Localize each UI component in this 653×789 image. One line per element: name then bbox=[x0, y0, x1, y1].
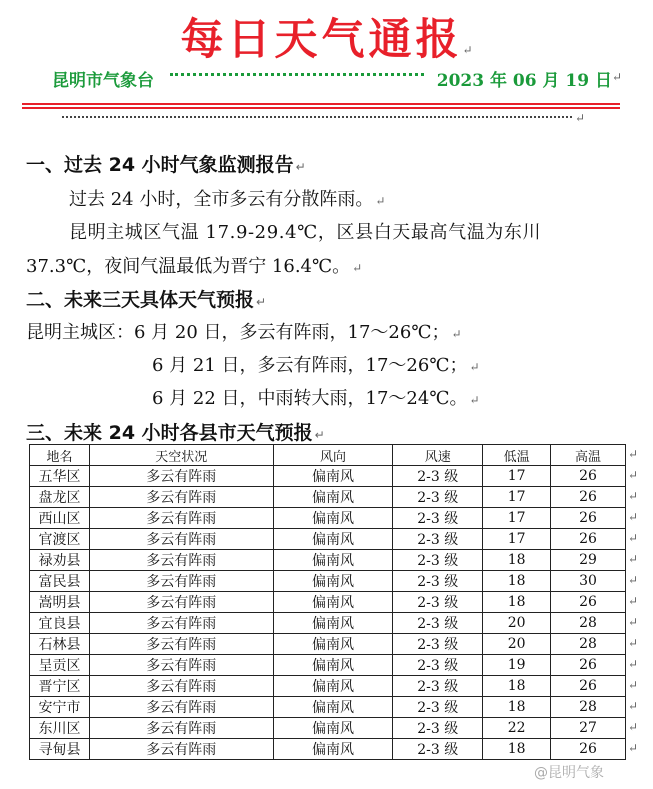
table-cell: 偏南风 bbox=[273, 529, 393, 550]
table-cell: 西山区 bbox=[30, 508, 90, 529]
table-cell: 19 bbox=[483, 655, 551, 676]
table-cell: 2-3 级 bbox=[393, 487, 483, 508]
table-cell: 17 bbox=[483, 508, 551, 529]
table-cell: 多云有阵雨 bbox=[89, 697, 273, 718]
table-cell: 2-3 级 bbox=[393, 634, 483, 655]
section2-heading bbox=[26, 285, 266, 312]
table-cell: 28 bbox=[551, 697, 626, 718]
forecast-line-3 bbox=[152, 384, 480, 410]
issuer-org: 昆明市气象台 bbox=[52, 71, 154, 91]
bulletin-title-text: 每日天气通报 bbox=[180, 15, 463, 65]
row-end-mark-icon: ↵ bbox=[628, 531, 639, 545]
table-cell: 22 bbox=[483, 718, 551, 739]
table-cell: 2-3 级 bbox=[393, 697, 483, 718]
table-cell: 2-3 级 bbox=[393, 592, 483, 613]
table-cell: 安宁市 bbox=[30, 697, 90, 718]
table-cell: 东川区 bbox=[30, 718, 90, 739]
table-row bbox=[30, 655, 626, 676]
table-cell: 18 bbox=[483, 592, 551, 613]
table-cell: 晋宁区 bbox=[30, 676, 90, 697]
table-cell: 2-3 级 bbox=[393, 676, 483, 697]
table-cell: 偏南风 bbox=[273, 613, 393, 634]
header-rule-top bbox=[22, 103, 620, 105]
table-row bbox=[30, 550, 626, 571]
row-end-mark-icon: ↵ bbox=[628, 489, 639, 503]
section3-heading-text: 三、未来 24 小时各县市天气预报 bbox=[26, 422, 313, 444]
row-end-mark-icon: ↵ bbox=[628, 699, 639, 713]
column-header: 地名 bbox=[30, 445, 90, 466]
column-header: 高温 bbox=[551, 445, 626, 466]
table-cell: 多云有阵雨 bbox=[89, 529, 273, 550]
table-cell: 26 bbox=[551, 466, 626, 487]
table-cell: 18 bbox=[483, 739, 551, 760]
table-cell: 多云有阵雨 bbox=[89, 718, 273, 739]
row-end-mark-icon: ↵ bbox=[628, 594, 639, 608]
table-cell: 2-3 级 bbox=[393, 613, 483, 634]
paragraph-mark-icon: ↵ bbox=[352, 261, 363, 275]
bulletin-title bbox=[0, 6, 653, 67]
row-end-mark-icon: ↵ bbox=[628, 615, 639, 629]
issue-date: 2023 年 06 月 19 日 bbox=[436, 71, 612, 91]
table-row bbox=[30, 739, 626, 760]
row-end-mark-icon: ↵ bbox=[628, 657, 639, 671]
county-forecast-table bbox=[29, 444, 626, 760]
row-end-mark-icon: ↵ bbox=[628, 720, 639, 734]
column-header: 风速 bbox=[393, 445, 483, 466]
table-cell: 2-3 级 bbox=[393, 466, 483, 487]
paragraph-mark-icon: ↵ bbox=[256, 295, 267, 309]
section1-para2-line1: 昆明主城区气温 17.9-29.4℃，区县白天最高气温为东川 bbox=[69, 222, 542, 243]
dotted-separator bbox=[62, 116, 572, 118]
table-cell: 20 bbox=[483, 613, 551, 634]
row-end-mark-icon: ↵ bbox=[628, 468, 639, 482]
table-cell: 18 bbox=[483, 550, 551, 571]
row-end-mark-icon: ↵ bbox=[628, 636, 639, 650]
paragraph-mark-icon: ↵ bbox=[314, 428, 325, 442]
forecast-line-2 bbox=[152, 351, 480, 377]
table-cell: 17 bbox=[483, 466, 551, 487]
table-cell: 寻甸县 bbox=[30, 739, 90, 760]
section1-heading-text: 一、过去 24 小时气象监测报告 bbox=[26, 154, 294, 176]
table-cell: 多云有阵雨 bbox=[89, 487, 273, 508]
table-cell: 盘龙区 bbox=[30, 487, 90, 508]
table-cell: 多云有阵雨 bbox=[89, 634, 273, 655]
table-cell: 偏南风 bbox=[273, 550, 393, 571]
table-row bbox=[30, 571, 626, 592]
table-cell: 28 bbox=[551, 634, 626, 655]
section1-para1-text: 过去 24 小时，全市多云有分散阵雨。 bbox=[69, 189, 374, 210]
table-row bbox=[30, 529, 626, 550]
table-cell: 多云有阵雨 bbox=[89, 739, 273, 760]
column-header: 低温 bbox=[483, 445, 551, 466]
paragraph-mark-icon: ↵ bbox=[469, 360, 480, 374]
table-cell: 嵩明县 bbox=[30, 592, 90, 613]
table-cell: 多云有阵雨 bbox=[89, 676, 273, 697]
table-cell: 30 bbox=[551, 571, 626, 592]
table-cell: 五华区 bbox=[30, 466, 90, 487]
row-end-mark-icon: ↵ bbox=[628, 573, 639, 587]
table-cell: 宜良县 bbox=[30, 613, 90, 634]
table-cell: 偏南风 bbox=[273, 655, 393, 676]
table-row bbox=[30, 718, 626, 739]
row-end-mark-icon: ↵ bbox=[628, 510, 639, 524]
forecast-prefix: 昆明主城区： bbox=[26, 322, 134, 343]
table-row bbox=[30, 466, 626, 487]
row-end-mark-icon: ↵ bbox=[628, 447, 639, 461]
forecast-day-3: 6 月 22 日，中雨转大雨，17～24℃。 bbox=[152, 388, 468, 409]
paragraph-mark-icon: ↵ bbox=[469, 393, 480, 407]
section1-para1 bbox=[69, 185, 385, 211]
table-cell: 偏南风 bbox=[273, 592, 393, 613]
table-cell: 偏南风 bbox=[273, 697, 393, 718]
issuer-line bbox=[52, 66, 622, 91]
paragraph-mark-icon: ↵ bbox=[462, 43, 473, 57]
section1-heading bbox=[26, 150, 306, 177]
row-end-mark-icon: ↵ bbox=[628, 741, 639, 755]
table-row bbox=[30, 613, 626, 634]
table-body bbox=[30, 466, 626, 760]
column-header: 天空状况 bbox=[89, 445, 273, 466]
dotted-leader bbox=[170, 73, 424, 76]
table-cell: 偏南风 bbox=[273, 739, 393, 760]
table-cell: 偏南风 bbox=[273, 508, 393, 529]
section1-para2-line2 bbox=[26, 252, 362, 278]
table-cell: 呈贡区 bbox=[30, 655, 90, 676]
table-row bbox=[30, 487, 626, 508]
table-row bbox=[30, 508, 626, 529]
table-cell: 2-3 级 bbox=[393, 550, 483, 571]
table-cell: 偏南风 bbox=[273, 718, 393, 739]
table-cell: 17 bbox=[483, 529, 551, 550]
table-cell: 17 bbox=[483, 487, 551, 508]
table-cell: 26 bbox=[551, 487, 626, 508]
table-cell: 石林县 bbox=[30, 634, 90, 655]
paragraph-mark-icon: ↵ bbox=[451, 327, 462, 341]
table-cell: 禄劝县 bbox=[30, 550, 90, 571]
table-cell: 2-3 级 bbox=[393, 508, 483, 529]
table-cell: 28 bbox=[551, 613, 626, 634]
table-cell: 26 bbox=[551, 739, 626, 760]
table-cell: 偏南风 bbox=[273, 466, 393, 487]
header-rule-bottom bbox=[22, 107, 620, 109]
table-cell: 2-3 级 bbox=[393, 571, 483, 592]
table-header-row bbox=[30, 445, 626, 466]
table-row bbox=[30, 634, 626, 655]
table-cell: 26 bbox=[551, 508, 626, 529]
row-end-mark-icon: ↵ bbox=[628, 678, 639, 692]
paragraph-mark-icon: ↵ bbox=[611, 70, 622, 84]
table-cell: 多云有阵雨 bbox=[89, 550, 273, 571]
forecast-line-1 bbox=[26, 318, 462, 344]
table-cell: 多云有阵雨 bbox=[89, 466, 273, 487]
table-cell: 富民县 bbox=[30, 571, 90, 592]
table-row bbox=[30, 697, 626, 718]
table-row bbox=[30, 676, 626, 697]
table-cell: 多云有阵雨 bbox=[89, 613, 273, 634]
table-cell: 20 bbox=[483, 634, 551, 655]
table-cell: 偏南风 bbox=[273, 634, 393, 655]
paragraph-mark-icon: ↵ bbox=[295, 160, 306, 174]
table-cell: 18 bbox=[483, 571, 551, 592]
table-cell: 多云有阵雨 bbox=[89, 571, 273, 592]
table-cell: 18 bbox=[483, 697, 551, 718]
table-cell: 2-3 级 bbox=[393, 739, 483, 760]
forecast-day-2: 6 月 21 日，多云有阵雨，17～26℃； bbox=[152, 355, 468, 376]
section2-heading-text: 二、未来三天具体天气预报 bbox=[26, 289, 255, 311]
table-row bbox=[30, 592, 626, 613]
table-cell: 2-3 级 bbox=[393, 529, 483, 550]
table-cell: 多云有阵雨 bbox=[89, 508, 273, 529]
table-cell: 偏南风 bbox=[273, 571, 393, 592]
table-cell: 26 bbox=[551, 655, 626, 676]
table-cell: 29 bbox=[551, 550, 626, 571]
table-cell: 26 bbox=[551, 676, 626, 697]
paragraph-mark-icon: ↵ bbox=[375, 194, 386, 208]
table-cell: 27 bbox=[551, 718, 626, 739]
table-cell: 2-3 级 bbox=[393, 718, 483, 739]
table-cell: 26 bbox=[551, 529, 626, 550]
table-cell: 偏南风 bbox=[273, 676, 393, 697]
watermark: @昆明气象 bbox=[534, 765, 604, 781]
section3-heading bbox=[26, 418, 325, 445]
forecast-day-1: 6 月 20 日，多云有阵雨，17～26℃； bbox=[134, 322, 450, 343]
table-cell: 多云有阵雨 bbox=[89, 592, 273, 613]
paragraph-mark-icon: ↵ bbox=[575, 111, 586, 125]
table-cell: 官渡区 bbox=[30, 529, 90, 550]
section1-para2-line2-text: 37.3℃，夜间气温最低为晋宁 16.4℃。 bbox=[26, 256, 351, 277]
table-cell: 18 bbox=[483, 676, 551, 697]
row-end-mark-icon: ↵ bbox=[628, 552, 639, 566]
table-cell: 2-3 级 bbox=[393, 655, 483, 676]
table-cell: 多云有阵雨 bbox=[89, 655, 273, 676]
table-cell: 26 bbox=[551, 592, 626, 613]
table-cell: 偏南风 bbox=[273, 487, 393, 508]
column-header: 风向 bbox=[273, 445, 393, 466]
